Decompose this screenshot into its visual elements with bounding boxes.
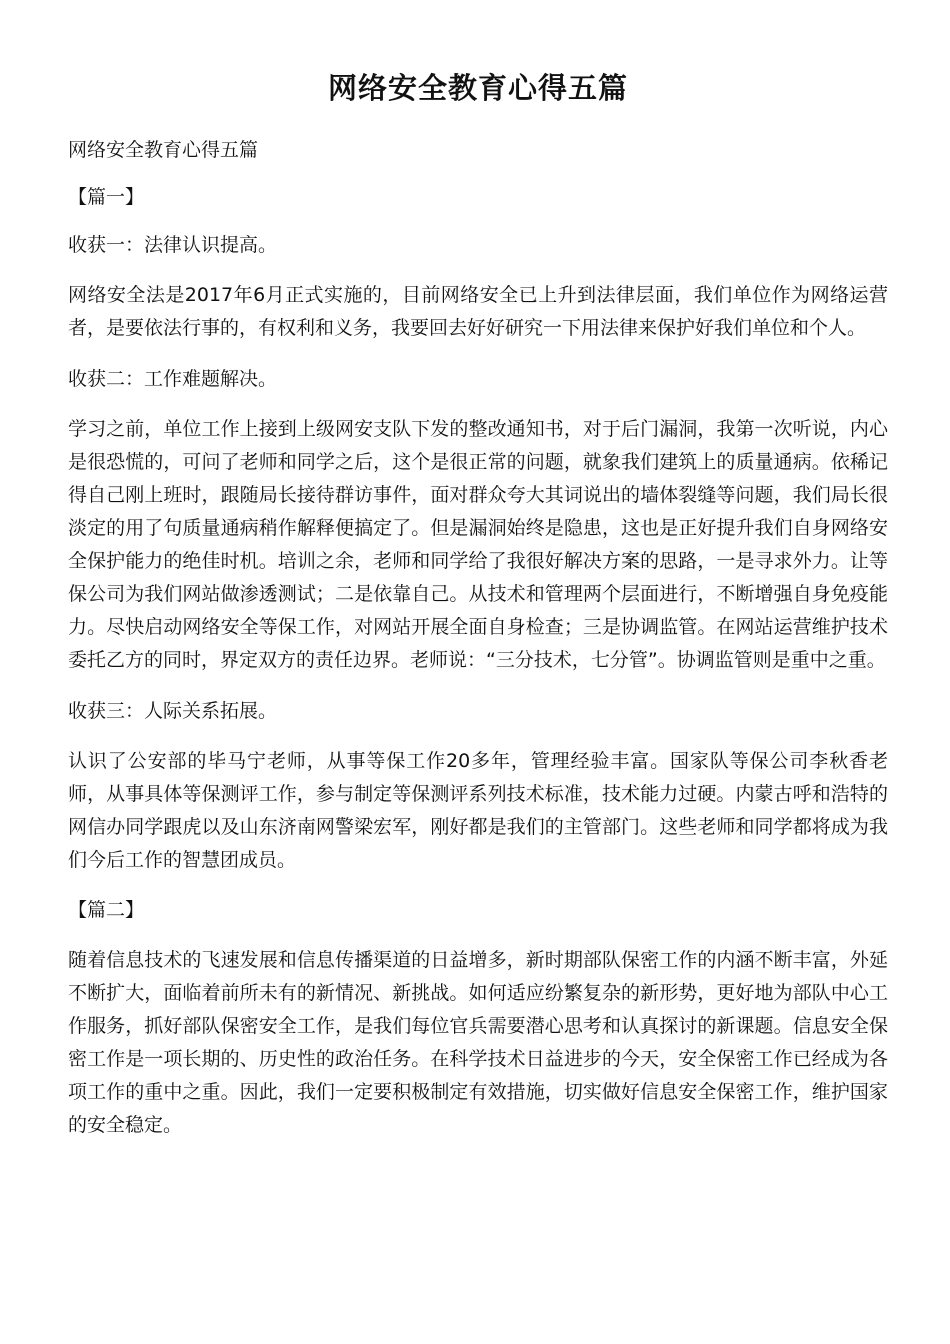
section-header-part1: 【篇一】 bbox=[68, 186, 145, 208]
document-subtitle: 网络安全教育心得五篇 bbox=[68, 139, 259, 161]
part2-paragraph: 随着信息技术的飞速发展和信息传播渠道的日益增多，新时期部队保密工作的内涵不断丰富，外延不断扩大，面临着前所未有的新情况、新挑战。如何适应纷繁复杂的新形势，更好地为部队中心工作服务，抓好部队保密安全工作，是我们每位官兵需要潜心思考和认真探讨的新课题。信息安全保密工作是一项长期的、历史性的政治任务。在科学技术日益进步的今天，安全保密工作已经成为各项工作的重中之重。因此，我们一定要积极制定有效措施，切实做好信息安全保密工作，维护国家的安全稳定。 bbox=[68, 949, 888, 1136]
gain3-heading: 收获三：人际关系拓展。 bbox=[68, 700, 278, 722]
document-title: 网络安全教育心得五篇 bbox=[327, 71, 628, 105]
gain1-paragraph: 网络安全法是2017年6月正式实施的，目前网络安全已上升到法律层面，我们单位作为网络运营者，是要依法行事的，有权利和义务，我要回去好好研究一下用法律来保护好我们单位和个人。 bbox=[68, 284, 888, 339]
gain2-paragraph: 学习之前，单位工作上接到上级网安支队下发的整改通知书，对于后门漏洞，我第一次听说，内心是很恐慌的，可问了老师和同学之后，这个是很正常的问题，就象我们建筑上的质量通病。依稀记得自己刚上班时，跟随局长接待群访事件，面对群众夸大其词说出的墙体裂缝等问题，我们局长很淡定的用了句质量通病稍作解释便搞定了。但是漏洞始终是隐患，这也是正好提升我们自身网络安全保护能力的绝佳时机。培训之余，老师和同学给了我很好解决方案的思路，一是寻求外力。让等保公司为我们网站做渗透测试；二是依靠自己。从技术和管理两个层面进行，不断增强自身免疫能力。尽快启动网络安全等保工作，对网站开展全面自身检查；三是协调监管。在网站运营维护技术委托乙方的同时，界定双方的责任边界。老师说：“三分技术，七分管”。协调监管则是重中之重。 bbox=[68, 418, 888, 671]
gain3-paragraph: 认识了公安部的毕马宁老师，从事等保工作20多年，管理经验丰富。国家队等保公司李秋香老师，从事具体等保测评工作，参与制定等保测评系列技术标准，技术能力过硬。内蒙古呼和浩特的网信办同学跟虎以及山东济南网警梁宏军，刚好都是我们的主管部门。这些老师和同学都将成为我们今后工作的智慧团成员。 bbox=[68, 750, 888, 871]
gain2-heading: 收获二：工作难题解决。 bbox=[68, 368, 278, 390]
section-header-part2: 【篇二】 bbox=[68, 899, 145, 921]
gain1-heading: 收获一：法律认识提高。 bbox=[68, 234, 278, 256]
